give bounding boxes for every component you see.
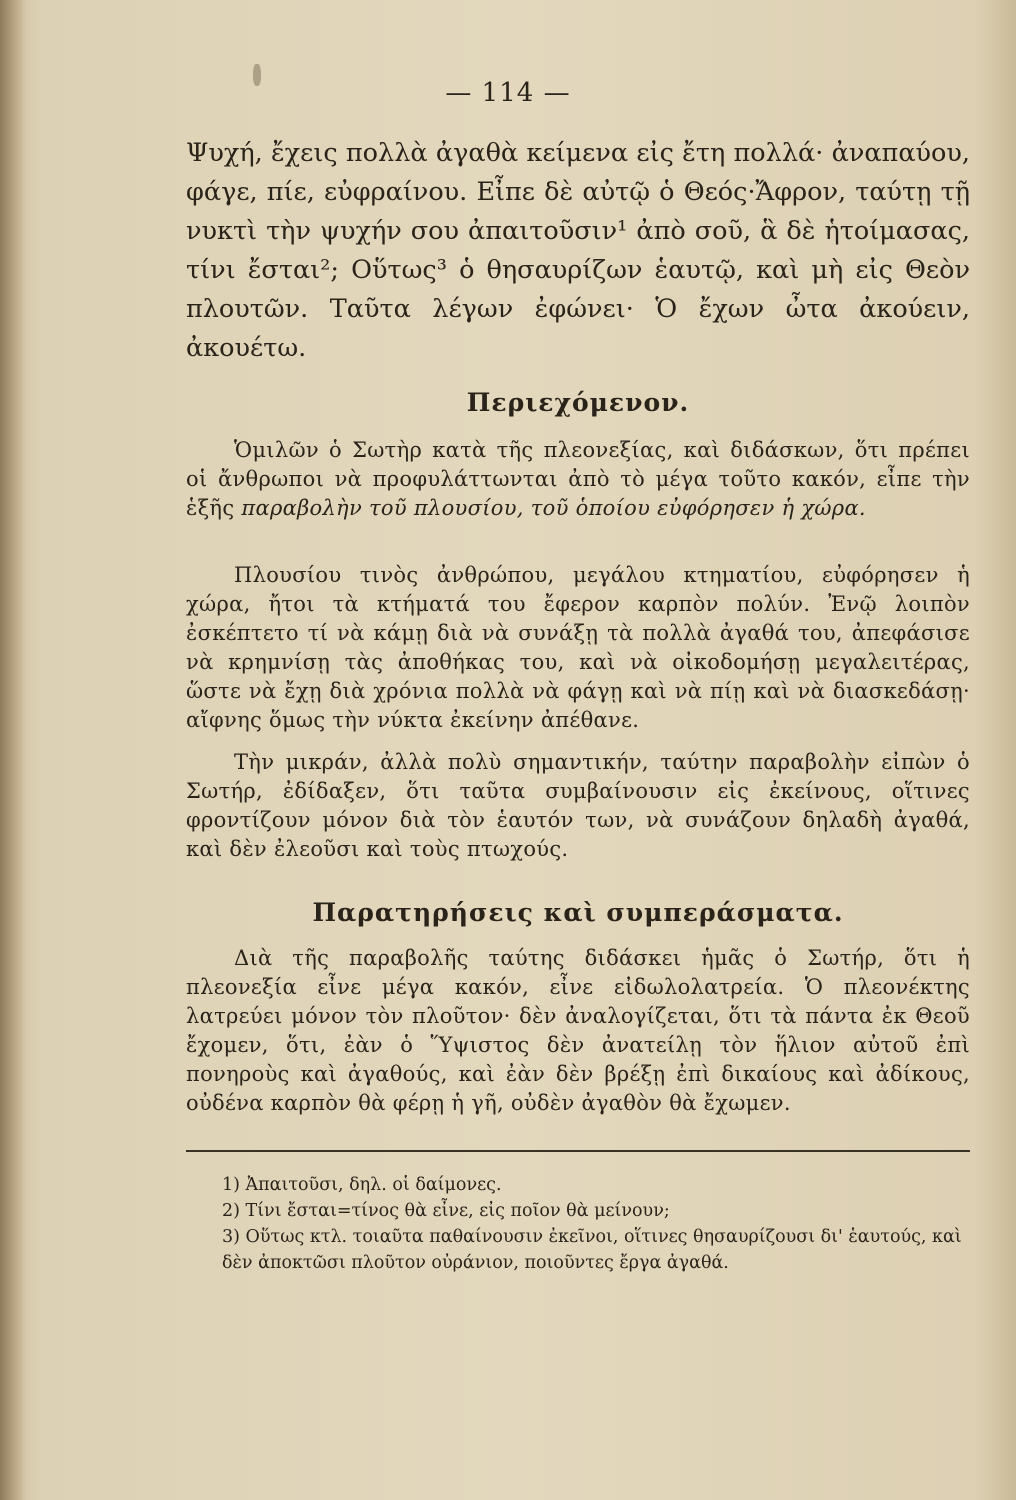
contents-paragraph-2: Πλουσίου τινὸς ἀνθρώπου, μεγάλου κτηματίου, εὐφόρησεν ἡ χώρα, ἤτοι τὰ κτήματά του ἔφερον καρπὸν πολύν. Ἐνῷ λοιπὸν ἐσκέπτετο τί νὰ κάμῃ διὰ νὰ συνάξῃ τὰ πολλὰ ἀγαθά του, ἀπεφάσισε νὰ κρημνίσῃ τὰς ἀποθήκας του, καὶ νὰ οἰκοδομήσῃ μεγαλειτέρας, ὥστε νὰ ἔχῃ διὰ χρόνια πολλὰ νὰ φάγῃ καὶ νὰ πίῃ καὶ νὰ διασκεδάσῃ· αἴφνης ὅμως τὴν νύκτα ἐκείνην ἀπέθανε. bbox=[186, 563, 970, 732]
contents-paragraph-3: Τὴν μικράν, ἀλλὰ πολὺ σημαντικήν, ταύτην παραβολὴν εἰπὼν ὁ Σωτήρ, ἐδίδαξεν, ὅτι ταῦτα συμβαίνουσιν εἰς ἐκείνους, οἵτινες φροντίζουν μόνον διὰ τὸν ἑαυτόν των, νὰ συνάζουν δηλαδὴ ἀγαθά, καὶ δὲν ἐλεοῦσι καὶ τοὺς πτωχούς. bbox=[186, 750, 970, 861]
contents-paragraph-1-text: Ὁμιλῶν ὁ Σωτὴρ κατὰ τῆς πλεονεξίας, καὶ διδάσκων, ὅτι πρέπει οἱ ἄνθρωποι νὰ προφυλάττωνται ἀπὸ τὸ μέγα τοῦτο κακόν, εἶπε τὴν ἑξῆς bbox=[186, 438, 970, 520]
page-spine-shadow bbox=[0, 0, 26, 1500]
footnote-2: 2) Τίνι ἔσται=τίνος θὰ εἶνε, εἰς ποῖον θὰ μείνουν; bbox=[222, 1201, 670, 1221]
intro-paragraph: Ψυχή, ἔχεις πολλὰ ἀγαθὰ κείμενα εἰς ἔτη πολλά· ἀναπαύου, φάγε, πίε, εὐφραίνου. Εἶπε δὲ αὐτῷ ὁ Θεός·Ἄφρον, ταύτῃ τῇ νυκτὶ τὴν ψυχήν σου ἀπαιτοῦσιν¹ ἀπὸ σοῦ, ἃ δὲ ἡτοίμασας, τίνι ἔσται²; Οὕτως³ ὁ θησαυρίζων ἑαυτῷ, καὶ μὴ εἰς Θεὸν πλουτῶν. Ταῦτα λέγων ἐφώνει· Ὁ ἔχων ὦτα ἀκούειν, ἀκουέτω. bbox=[186, 138, 970, 363]
observations-paragraph: Διὰ τῆς παραβολῆς ταύτης διδάσκει ἡμᾶς ὁ Σωτήρ, ὅτι ἡ πλεονεξία εἶνε μέγα κακόν, εἶνε εἰδωλολατρεία. Ὁ πλεονέκτης λατρεύει μόνον τὸν πλοῦτον· δὲν ἀναλογίζεται, ὅτι τὰ πάντα ἐκ Θεοῦ ἔχομεν, ὅτι, ἐὰν ὁ Ὕψιστος δὲν ἀνατείλῃ τὸν ἥλιον αὐτοῦ ἐπὶ πονηροὺς καὶ ἀγαθούς, καὶ ἐὰν δὲν βρέξῃ ἐπὶ δικαίους καὶ ἀδίκους, οὐδένα καρπὸν θὰ φέρῃ ἡ γῆ, οὐδὲν ἀγαθὸν θὰ ἔχωμεν. bbox=[186, 946, 970, 1115]
section-heading-observations: Παρατηρήσεις καὶ συμπεράσματα. bbox=[312, 898, 844, 927]
page-number: — 114 — bbox=[445, 78, 571, 108]
footnote-1: 1) Ἀπαιτοῦσι, δηλ. οἱ δαίμονες. bbox=[222, 1175, 502, 1195]
footnotes bbox=[186, 1172, 970, 1276]
section-heading-contents: Περιεχόμενον. bbox=[466, 388, 690, 417]
contents-paragraph-1 bbox=[186, 436, 970, 523]
contents-paragraph-1-italic: παραβολὴν τοῦ πλουσίου, τοῦ ὁποίου εὐφόρησεν ἡ χώρα. bbox=[241, 496, 866, 520]
footnote-divider bbox=[186, 1150, 970, 1152]
footnote-3: 3) Οὕτως κτλ. τοιαῦτα παθαίνουσιν ἐκεῖνοι, οἵτινες θησαυρίζουσι δι' ἑαυτούς, καὶ δὲν ἀποκτῶσι πλοῦτον οὐράνιον, ποιοῦντες ἔργα ἀγαθά. bbox=[222, 1227, 962, 1273]
